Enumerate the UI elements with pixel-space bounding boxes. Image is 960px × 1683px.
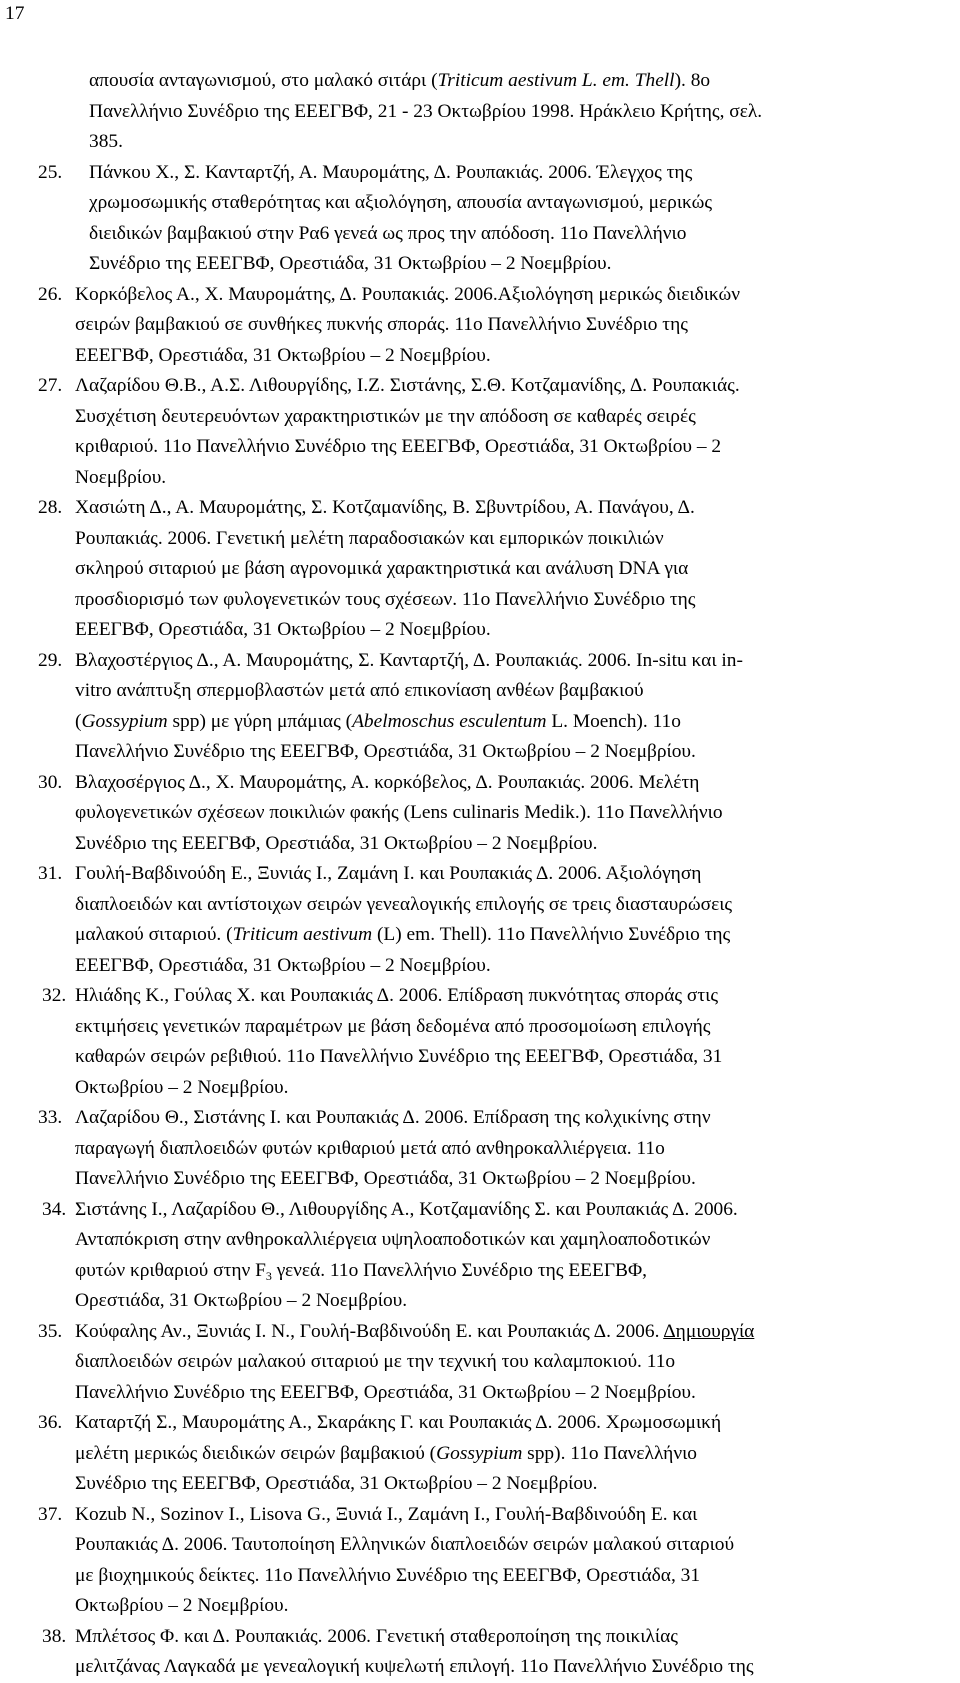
reference-item	[38, 859, 950, 981]
reference-number: 35.	[38, 1320, 63, 1342]
reference-number: 31.	[38, 863, 63, 884]
reference-line: μελιτζάνας Λαγκαδά με γενεαλογική κυψελωτή επιλογή. 11ο Πανελλήνιο Συνέδριο της	[75, 1656, 754, 1677]
reference-line: Πανελλήνιο Συνέδριο της ΕΕΕΓΒΦ, Ορεστιάδα, 31 Οκτωβρίου – 2 Νοεμβρίου.	[75, 1168, 696, 1189]
reference-item	[38, 1622, 950, 1683]
reference-item	[38, 768, 950, 860]
reference-line: 25. Πάνκου Χ., Σ. Κανταρτζή, Α. Μαυρομάτης, Δ. Ρουπακιάς. 2006. Έλεγχος της	[38, 158, 950, 189]
reference-line: 33. Λαζαρίδου Θ., Σιστάνης Ι. και Ρουπακιάς Δ. 2006. Επίδραση της κολχικίνης στην	[38, 1103, 950, 1134]
reference-line: ΕΕΕΓΒΦ, Ορεστιάδα, 31 Οκτωβρίου – 2 Νοεμβρίου.	[75, 954, 491, 976]
reference-list	[38, 66, 950, 1683]
reference-line: 27. Λαζαρίδου Θ.Β., Α.Σ. Λιθουργίδης, Ι.Ζ. Σιστάνης, Σ.Θ. Κοτζαμανίδης, Δ. Ρουπακιάς.	[38, 371, 950, 402]
reference-line: σειρών βαμβακιού σε συνθήκες πυκνής σποράς. 11ο Πανελλήνιο Συνέδριο της	[75, 314, 688, 335]
reference-line: σκληρού σιταριού με βάση αγρονομικά χαρακτηριστικά και ανάλυση DNA για	[75, 558, 689, 579]
reference-line: 28. Χασιώτη Δ., Α. Μαυρομάτης, Σ. Κοτζαμανίδης, Β. Σβυντρίδου, Α. Πανάγου, Δ.	[38, 493, 950, 524]
reference-line: 385.	[89, 131, 123, 152]
reference-item	[38, 158, 950, 280]
reference-line: Συνέδριο της ΕΕΕΓΒΦ, Ορεστιάδα, 31 Οκτωβρίου – 2 Νοεμβρίου.	[89, 253, 612, 274]
reference-line: με βιοχημικούς δείκτες. 11ο Πανελλήνιο Συνέδριο της ΕΕΕΓΒΦ, Ορεστιάδα, 31	[75, 1564, 701, 1586]
reference-item	[38, 981, 950, 1103]
reference-line: μελέτη μερικώς διειδικών σειρών βαμβακιού (Gossypium spp). 11ο Πανελλήνιο	[75, 1442, 698, 1464]
reference-item	[38, 1195, 950, 1317]
reference-line: 26. Κορκόβελος Α., Χ. Μαυρομάτης, Δ. Ρουπακιάς. 2006.Αξιολόγηση μερικώς διειδικών	[38, 280, 950, 311]
reference-line: 36. Καταρτζή Σ., Μαυρομάτης Α., Σκαράκης Γ. και Ρουπακιάς Δ. 2006. Χρωμοσωμική	[38, 1408, 950, 1439]
page-number: 17	[5, 3, 25, 24]
reference-line: παραγωγή διαπλοειδών φυτών κριθαριού μετά από ανθηροκαλλιέργεια. 11ο	[75, 1137, 665, 1159]
reference-line: ΕΕΕΓΒΦ, Ορεστιάδα, 31 Οκτωβρίου – 2 Νοεμβρίου.	[75, 344, 491, 366]
reference-item	[38, 371, 950, 493]
reference-line: 34. Σιστάνης Ι., Λαζαρίδου Θ., Λιθουργίδης Α., Κοτζαμανίδης Σ. και Ρουπακιάς Δ. 2006.	[38, 1195, 950, 1226]
reference-item	[38, 1103, 950, 1195]
reference-number: 38.	[42, 1625, 67, 1647]
reference-line: προσδιορισμό των φυλογενετικών τους σχέσεων. 11ο Πανελλήνιο Συνέδριο της	[75, 588, 696, 610]
reference-line: απουσία ανταγωνισμού, στο μαλακό σιτάρι (Triticum aestivum L. em. Thell). 8ο	[89, 70, 711, 91]
reference-item	[38, 493, 950, 646]
reference-number: 34.	[42, 1198, 67, 1220]
reference-item	[38, 1408, 950, 1500]
reference-line: 38. Μπλέτσος Φ. και Δ. Ρουπακιάς. 2006. Γενετική σταθεροποίηση της ποικιλίας	[38, 1622, 950, 1653]
reference-line: διαπλοειδών σειρών μαλακού σιταριού με την τεχνική του καλαμποκιού. 11ο	[75, 1351, 676, 1372]
reference-line: 29. Βλαχοστέργιος Δ., Α. Μαυρομάτης, Σ. Κανταρτζή, Δ. Ρουπακιάς. 2006. In-situ και in-	[38, 646, 950, 677]
reference-number: 30.	[38, 771, 63, 793]
reference-line: 30. Βλαχοσέργιος Δ., Χ. Μαυρομάτης, Α. κορκόβελος, Δ. Ρουπακιάς. 2006. Μελέτη	[38, 768, 950, 799]
reference-line: Οκτωβρίου – 2 Νοεμβρίου.	[75, 1076, 289, 1098]
reference-item	[38, 1317, 950, 1409]
reference-line: 32. Ηλιάδης Κ., Γούλας Χ. και Ρουπακιάς Δ. 2006. Επίδραση πυκνότητας σποράς στις	[38, 981, 950, 1012]
reference-number: 32.	[42, 985, 67, 1006]
reference-number: 36.	[38, 1412, 63, 1433]
reference-line: Συσχέτιση δευτερευόντων χαρακτηριστικών με την απόδοση σε καθαρές σειρές	[75, 405, 696, 427]
reference-line: 35. Κούφαλης Αν., Ξυνιάς Ι. Ν., Γουλή-Βαβδινούδη Ε. και Ρουπακιάς Δ. 2006. Δημιουργία	[38, 1317, 950, 1348]
reference-line: Νοεμβρίου.	[75, 466, 167, 488]
reference-line: Πανελλήνιο Συνέδριο της ΕΕΕΓΒΦ, 21 - 23 Οκτωβρίου 1998. Ηράκλειο Κρήτης, σελ.	[89, 100, 763, 122]
reference-number: 26.	[38, 283, 63, 305]
reference-number: 37.	[38, 1503, 63, 1525]
reference-line: καθαρών σειρών ρεβιθιού. 11ο Πανελλήνιο Συνέδριο της ΕΕΕΓΒΦ, Ορεστιάδα, 31	[75, 1046, 723, 1067]
reference-line: κριθαριού. 11ο Πανελλήνιο Συνέδριο της ΕΕΕΓΒΦ, Ορεστιάδα, 31 Οκτωβρίου – 2	[75, 436, 722, 457]
reference-line: Ρουπακιάς Δ. 2006. Ταυτοποίηση Ελληνικών διαπλοειδών σειρών μαλακού σιταριού	[75, 1534, 735, 1555]
reference-number: 33.	[38, 1107, 63, 1128]
reference-line: φυλογενετικών σχέσεων ποικιλιών φακής (Lens culinaris Medik.). 11ο Πανελλήνιο	[75, 802, 723, 823]
reference-item	[38, 646, 950, 768]
reference-number: 28.	[38, 497, 63, 518]
reference-line: (Gossypium spp) με γύρη μπάμιας (Abelmoschus esculentum L. Moench). 11ο	[75, 710, 681, 732]
reference-line: Πανελλήνιο Συνέδριο της ΕΕΕΓΒΦ, Ορεστιάδα, 31 Οκτωβρίου – 2 Νοεμβρίου.	[75, 741, 696, 762]
reference-line: Ρουπακιάς. 2006. Γενετική μελέτη παραδοσιακών και εμπορικών ποικιλιών	[75, 527, 664, 549]
reference-line: Συνέδριο της ΕΕΕΓΒΦ, Ορεστιάδα, 31 Οκτωβρίου – 2 Νοεμβρίου.	[75, 832, 598, 854]
reference-line: εκτιμήσεις γενετικών παραμέτρων με βάση δεδομένα από προσομοίωση επιλογής	[75, 1015, 711, 1037]
reference-line: μαλακού σιταριού. (Triticum aestivum (L) em. Thell). 11ο Πανελλήνιο Συνέδριο της	[75, 924, 731, 945]
reference-number: 25.	[38, 161, 63, 183]
reference-line: Πανελλήνιο Συνέδριο της ΕΕΕΓΒΦ, Ορεστιάδα, 31 Οκτωβρίου – 2 Νοεμβρίου.	[75, 1381, 696, 1403]
reference-item	[38, 280, 950, 372]
reference-item	[38, 1500, 950, 1622]
reference-line: φυτών κριθαριού στην $F_3$ γενεά. 11ο Πανελλήνιο Συνέδριο της ΕΕΕΓΒΦ,	[75, 1259, 648, 1283]
reference-line: vitro ανάπτυξη σπερμοβλαστών μετά από επικονίαση ανθέων βαμβακιού	[75, 680, 644, 701]
reference-line: χρωμοσωμικής σταθερότητας και αξιολόγηση, απουσία ανταγωνισμού, μερικώς	[89, 192, 713, 213]
reference-line: 31. Γουλή-Βαβδινούδη Ε., Ξυνιάς Ι., Ζαμάνη Ι. και Ρουπακιάς Δ. 2006. Αξιολόγηση	[38, 859, 950, 890]
reference-line: Ανταπόκριση στην ανθηροκαλλιέργεια υψηλοαποδοτικών και χαμηλοαποδοτικών	[75, 1229, 711, 1250]
reference-line: διειδικών βαμβακιού στην Ρα6 γενεά ως προς την απόδοση. 11ο Πανελλήνιο	[89, 222, 687, 244]
reference-line: Συνέδριο της ΕΕΕΓΒΦ, Ορεστιάδα, 31 Οκτωβρίου – 2 Νοεμβρίου.	[75, 1473, 598, 1494]
reference-line: διαπλοειδών και αντίστοιχων σειρών γενεαλογικής επιλογής σε τρεις διασταυρώσεις	[75, 893, 733, 915]
reference-number: 29.	[38, 649, 63, 671]
reference-line: Οκτωβρίου – 2 Νοεμβρίου.	[75, 1595, 289, 1616]
reference-line: 37. Kozub N., Sozinov I., Lisova G., Ξυνιά Ι., Ζαμάνη Ι., Γουλή-Βαβδινούδη Ε. και	[38, 1500, 950, 1531]
reference-line: Ορεστιάδα, 31 Οκτωβρίου – 2 Νοεμβρίου.	[75, 1290, 408, 1311]
reference-line: ΕΕΕΓΒΦ, Ορεστιάδα, 31 Οκτωβρίου – 2 Νοεμβρίου.	[75, 619, 491, 640]
reference-number: 27.	[38, 375, 63, 396]
reference-item	[38, 66, 950, 158]
